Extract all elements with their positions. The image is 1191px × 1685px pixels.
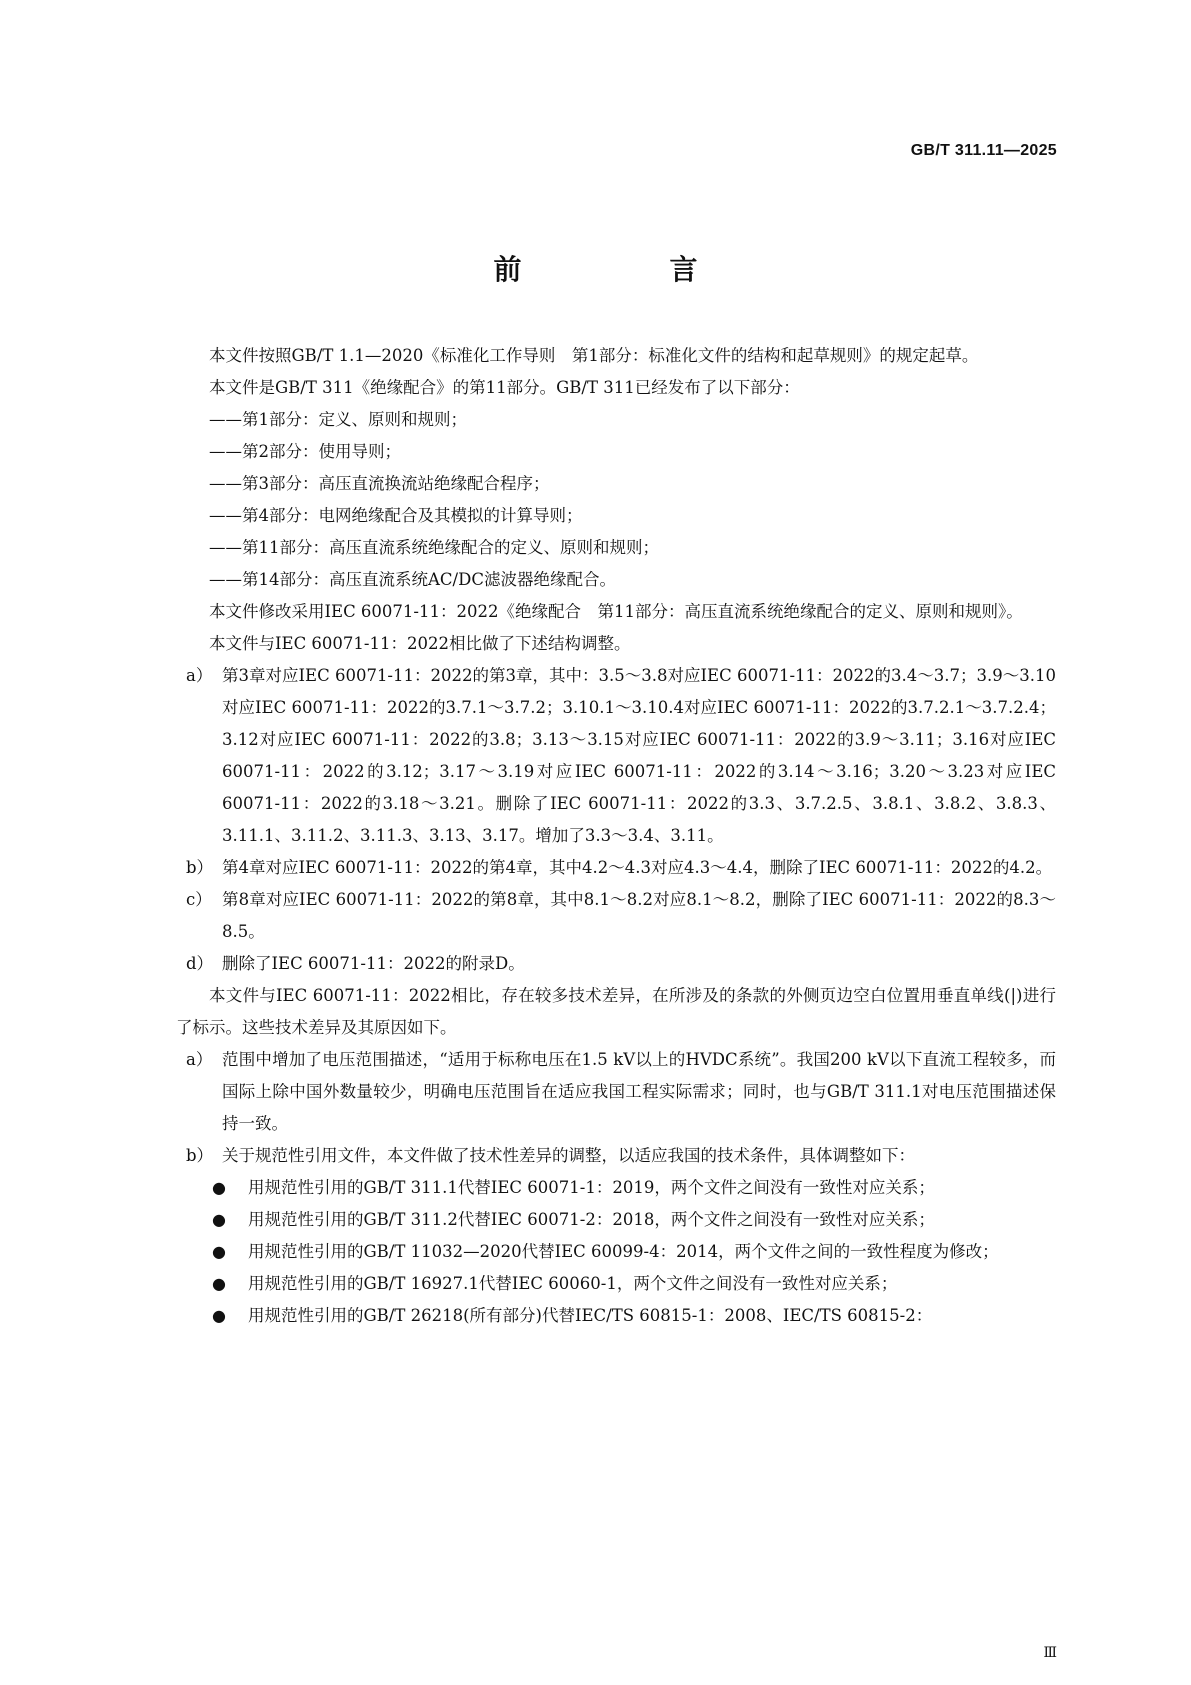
paragraph-drafting-basis: 本文件按照GB/T 1.1—2020《标准化工作导则 第1部分：标准化文件的结构和起草规则》的规定起草。: [209, 346, 979, 365]
bullet-text: 用规范性引用的GB/T 311.1代替IEC 60071-1：2019，两个文件之间没有一致性对应关系；: [248, 1178, 935, 1197]
document-code: GB/T 311.11—2025: [910, 142, 1057, 159]
item-text: 范围中增加了电压范围描述，“适用于标称电压在1.5 kV以上的HVDC系统”。我国200 kV以下直流工程较多，而国际上除中国外数量较少，明确电压范围旨在适应我国工程实际需求；同时，也与GB/T 311.1对电压范围描述保持一致。: [222, 1050, 1056, 1133]
item-label: d）: [186, 954, 214, 973]
structural-item-c: [176, 884, 1056, 948]
item-label: a）: [186, 1050, 213, 1069]
list-item: ——第4部分：电网绝缘配合及其模拟的计算导则；: [209, 506, 583, 525]
technical-item-b: [176, 1140, 1056, 1172]
bullet-text: 用规范性引用的GB/T 11032—2020代替IEC 60099-4：2014，两个文件之间的一致性程度为修改；: [248, 1242, 999, 1261]
document-body: [176, 340, 1056, 1332]
bullet-item: [176, 1300, 1056, 1332]
bullet-item: [176, 1172, 1056, 1204]
bullet-icon: ●: [212, 1242, 226, 1261]
structural-item-a: [176, 660, 1056, 852]
paragraph-technical-intro: 本文件与IEC 60071-11：2022相比，存在较多技术差异，在所涉及的条款的外侧页边空白位置用垂直单线(|)进行了标示。这些技术差异及其原因如下。: [176, 986, 1056, 1037]
paragraph-structural-intro: 本文件与IEC 60071-11：2022相比做了下述结构调整。: [209, 634, 631, 653]
paragraph-adoption: 本文件修改采用IEC 60071-11：2022《绝缘配合 第11部分：高压直流系统绝缘配合的定义、原则和规则》。: [209, 602, 1023, 621]
bullet-icon: ●: [212, 1178, 226, 1197]
item-label: b）: [186, 858, 214, 877]
bullet-item: [176, 1236, 1056, 1268]
structural-item-d: [176, 948, 1056, 980]
technical-item-a: [176, 1044, 1056, 1140]
bullet-text: 用规范性引用的GB/T 311.2代替IEC 60071-2：2018，两个文件之间没有一致性对应关系；: [248, 1210, 935, 1229]
bullet-text: 用规范性引用的GB/T 26218(所有部分)代替IEC/TS 60815-1：2008、IEC/TS 60815-2：: [248, 1306, 933, 1325]
list-item: ——第14部分：高压直流系统AC/DC滤波器绝缘配合。: [209, 570, 616, 589]
bullet-icon: ●: [212, 1210, 226, 1229]
item-label: c）: [186, 890, 212, 909]
page-number: Ⅲ: [1043, 1645, 1057, 1661]
item-text: 关于规范性引用文件，本文件做了技术性差异的调整，以适应我国的技术条件，具体调整如下：: [222, 1146, 915, 1165]
page-title: 前 言: [493, 253, 758, 286]
paragraph-series-intro: 本文件是GB/T 311《绝缘配合》的第11部分。GB/T 311已经发布了以下部分：: [209, 378, 800, 397]
item-text: 第8章对应IEC 60071-11：2022的第8章，其中8.1～8.2对应8.1～8.2，删除了IEC 60071-11：2022的8.3～8.5。: [222, 890, 1056, 941]
bullet-icon: ●: [212, 1274, 226, 1293]
item-text: 第4章对应IEC 60071-11：2022的第4章，其中4.2～4.3对应4.3～4.4，删除了IEC 60071-11：2022的4.2。: [222, 858, 1053, 877]
item-text: 第3章对应IEC 60071-11：2022的第3章，其中：3.5～3.8对应IEC 60071-11：2022的3.4～3.7；3.9～3.10对应IEC 60071-11：2022的3.7.1～3.7.2；3.10.1～3.10.4对应IEC 60071-11：2022的3.7.2.1～3.7.2.4；3.12对应IEC 60071-11：2022的3.8；3.13～3.15对应IEC 60071-11：2022的3.9～3.11；3.16对应IEC 60071-11：2022的3.12；3.17～3.19对应IEC 60071-11：2022的3.14～3.16；3.20～3.23对应IEC 60071-11：2022的3.18～3.21。删除了IEC 60071-11：2022的3.3、3.7.2.5、3.8.1、3.8.2、3.8.3、3.11.1、3.11.2、3.11.3、3.13、3.17。增加了3.3～3.4、3.11。: [222, 666, 1056, 845]
list-item: ——第11部分：高压直流系统绝缘配合的定义、原则和规则；: [209, 538, 659, 557]
list-item: ——第2部分：使用导则；: [209, 442, 401, 461]
list-item: ——第1部分：定义、原则和规则；: [209, 410, 467, 429]
item-text: 删除了IEC 60071-11：2022的附录D。: [222, 954, 525, 973]
bullet-icon: ●: [212, 1306, 226, 1325]
item-label: b）: [186, 1146, 214, 1165]
bullet-item: [176, 1268, 1056, 1300]
bullet-text: 用规范性引用的GB/T 16927.1代替IEC 60060-1，两个文件之间没有一致性对应关系；: [248, 1274, 898, 1293]
list-item: ——第3部分：高压直流换流站绝缘配合程序；: [209, 474, 550, 493]
item-label: a）: [186, 666, 213, 685]
structural-item-b: [176, 852, 1056, 884]
bullet-item: [176, 1204, 1056, 1236]
